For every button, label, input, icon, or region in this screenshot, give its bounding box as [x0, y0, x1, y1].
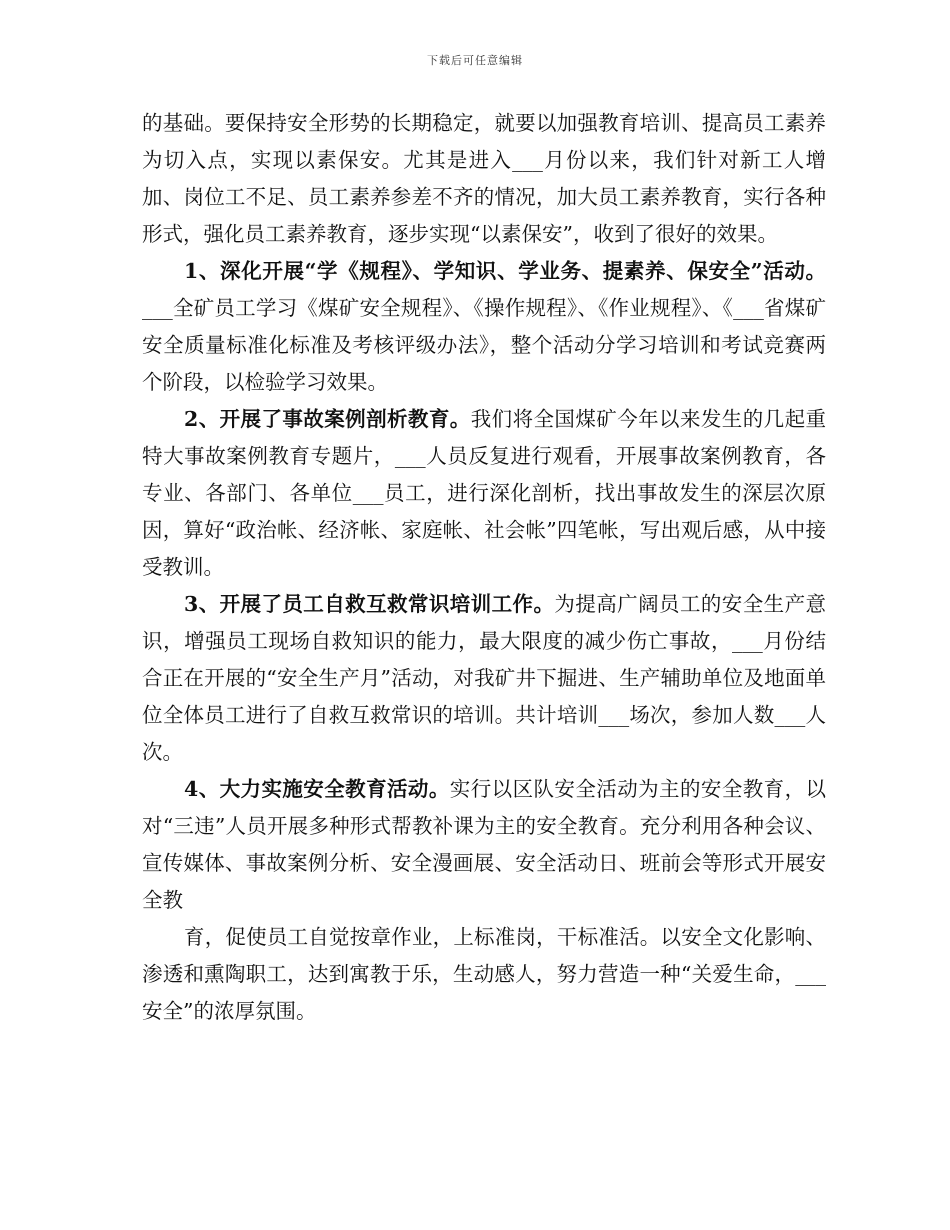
paragraph-heading: 2、开展了事故案例剖析教育。: [184, 407, 471, 431]
paragraph-intro: [142, 105, 826, 253]
paragraph-item-4: [142, 771, 826, 919]
document-body: [142, 105, 826, 1030]
paragraph-item-2: [142, 401, 826, 586]
paragraph-continuation: [142, 919, 826, 1030]
paragraph-text: 我们将全国煤矿今年以来发生的几起重特大事故案例教育专题片，___人员反复进行观看，开展事故案例教育，各专业、各部门、各单位___员工，进行深化剖析，找出事故发生的深层次原因，算好“政治帐、经济帐、家庭帐、社会帐”四笔帐，写出观后感，从中接受教训。: [142, 407, 827, 579]
paragraph-heading: 3、开展了员工自救互救常识培训工作。: [184, 592, 555, 616]
paragraph-text: ___全矿员工学习《煤矿安全规程》、《操作规程》、《作业规程》、《___省煤矿安全质量标准化标准及考核评级办法》，整个活动分学习培训和考试竞赛两个阶段，以检验学习效果。: [142, 296, 826, 394]
paragraph-text: 育，促使员工自觉按章作业，上标准岗，干标准活。以安全文化影响、渗透和熏陶职工，达到寓教于乐，生动感人，努力营造一种“关爱生命，___安全”的浓厚氛围。: [142, 925, 826, 1023]
paragraph-text: 实行以区队安全活动为主的安全教育，以对“三违”人员开展多种形式帮教补课为主的安全教育。充分利用各种会议、宣传媒体、事故案例分析、安全漫画展、安全活动日、班前会等形式开展安全教: [142, 777, 827, 912]
paragraph-text: 的基础。要保持安全形势的长期稳定，就要以加强教育培训、提高员工素养为切入点，实现以素保安。尤其是进入___月份以来，我们针对新工人增加、岗位工不足、员工素养参差不齐的情况，加大员工素养教育，实行各种形式，强化员工素养教育，逐步实现“以素保安”，收到了很好的效果。: [142, 111, 826, 246]
page-header: 下载后可任意编辑: [427, 54, 523, 67]
paragraph-item-1: [142, 253, 826, 401]
paragraph-text: 为提高广阔员工的安全生产意识，增强员工现场自救知识的能力，最大限度的减少伤亡事故，___月份结合正在开展的“安全生产月”活动，对我矿井下掘进、生产辅助单位及地面单位全体员工进行了自救互救常识的培训。共计培训___场次，参加人数___人次。: [142, 592, 826, 764]
paragraph-heading: 4、大力实施安全教育活动。: [184, 777, 450, 801]
paragraph-item-3: [142, 586, 826, 771]
paragraph-heading: 1、深化开展“学《规程》、学知识、学业务、提素养、保安全”活动。: [184, 259, 826, 283]
